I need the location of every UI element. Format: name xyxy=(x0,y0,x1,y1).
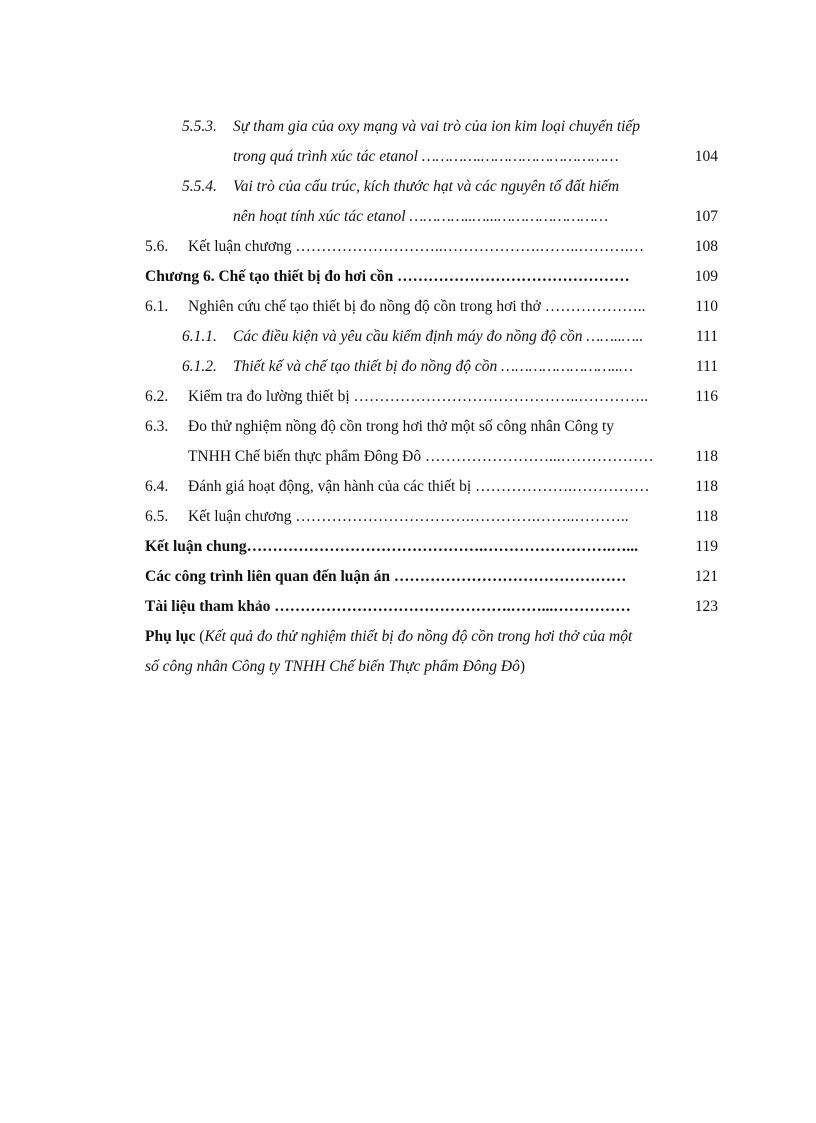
toc-entry-number: 6.2. xyxy=(145,388,169,405)
toc-entry-6-1-1[interactable] xyxy=(145,322,718,352)
toc-entry-references[interactable] xyxy=(145,592,718,622)
toc-entry-title: Đánh giá hoạt động, vận hành của các thiết bị ……………….…………… xyxy=(188,478,650,495)
appendix-label: Phụ lục xyxy=(145,628,196,645)
toc-entry-title: Kết luận chương …………………………….………….……..……….. xyxy=(188,508,629,525)
toc-entry-page: 111 xyxy=(695,328,718,345)
toc-entry-title: Thiết kế và chế tạo thiết bị đo nồng độ cồn ……………………..… xyxy=(233,358,633,375)
toc-entry-page: 104 xyxy=(694,148,718,165)
toc-entry-title: Nghiên cứu chế tạo thiết bị đo nồng độ cồn trong hơi thở ……………….. xyxy=(188,298,646,315)
toc-entry-number: 6.5. xyxy=(145,508,169,525)
toc-entry-appendix[interactable] xyxy=(145,622,685,682)
toc-entry-title: Chương 6. Chế tạo thiết bị đo hơi cồn ……………………………………… xyxy=(145,268,630,285)
table-of-contents xyxy=(145,112,718,682)
toc-entry-number: 6.1. xyxy=(145,298,169,315)
toc-entry-title: Các công trình liên quan đến luận án ……………………………………… xyxy=(145,568,627,585)
appendix-close-paren: ) xyxy=(519,658,526,675)
toc-entry-page: 118 xyxy=(695,478,718,495)
toc-entry-page: 110 xyxy=(695,298,718,315)
toc-entry-5-5-4[interactable] xyxy=(145,172,718,202)
toc-entry-title: Các điều kiện và yêu cầu kiểm định máy đo nồng độ cồn ……..….. xyxy=(233,328,644,345)
toc-entry-6-1-2[interactable] xyxy=(145,352,718,382)
toc-entry-5-5-4-cont[interactable] xyxy=(145,202,718,232)
toc-entry-6-5[interactable] xyxy=(145,502,718,532)
toc-entry-title: Kết luận chung……………………………………….…………………….…... xyxy=(145,538,639,555)
toc-entry-conclusion[interactable] xyxy=(145,532,718,562)
toc-entry-number: 5.5.4. xyxy=(182,178,217,195)
toc-entry-chapter-6[interactable] xyxy=(145,262,718,292)
toc-entry-title: TNHH Chế biến thực phẩm Đông Đô ……………………...……………… xyxy=(188,448,654,465)
appendix-open-paren: ( xyxy=(195,628,205,645)
toc-entry-page: 109 xyxy=(694,268,718,285)
toc-entry-number: 6.1.1. xyxy=(182,328,217,345)
toc-entry-number: 6.3. xyxy=(145,418,169,435)
toc-entry-page: 107 xyxy=(694,208,718,225)
toc-entry-title: nên hoạt tính xúc tác etanol …………..…...…………………… xyxy=(233,208,609,225)
toc-entry-6-3-cont[interactable] xyxy=(145,442,718,472)
toc-entry-title: Vai trò của cấu trúc, kích thước hạt và các nguyên tố đất hiếm xyxy=(233,178,620,195)
toc-entry-6-1[interactable] xyxy=(145,292,718,322)
toc-entry-page: 121 xyxy=(694,568,718,585)
toc-entry-number: 6.4. xyxy=(145,478,169,495)
toc-entry-5-5-3-cont[interactable] xyxy=(145,142,718,172)
toc-entry-title: trong quá trình xúc tác etanol ………….………………………… xyxy=(233,148,619,165)
toc-entry-5-5-3[interactable] xyxy=(145,112,718,142)
toc-entry-publications[interactable] xyxy=(145,562,718,592)
toc-entry-page: 118 xyxy=(695,508,718,525)
toc-entry-page: 123 xyxy=(694,598,718,615)
toc-entry-page: 111 xyxy=(695,358,718,375)
toc-entry-page: 116 xyxy=(695,388,718,405)
toc-entry-number: 5.6. xyxy=(145,238,169,255)
toc-entry-page: 118 xyxy=(695,448,718,465)
toc-entry-title: Kết luận chương ………………………..……………….……..……….… xyxy=(188,238,645,255)
toc-entry-5-6[interactable] xyxy=(145,232,718,262)
toc-entry-page: 108 xyxy=(694,238,718,255)
toc-entry-6-3[interactable] xyxy=(145,412,718,442)
appendix-detail-line2: số công nhân Công ty TNHH Chế biến Thực phẩm Đông Đô xyxy=(145,658,520,675)
toc-entry-page: 119 xyxy=(695,538,718,555)
toc-entry-number: 5.5.3. xyxy=(182,118,217,135)
toc-entry-6-4[interactable] xyxy=(145,472,718,502)
toc-entry-number: 6.1.2. xyxy=(182,358,217,375)
toc-entry-title: Đo thử nghiệm nồng độ cồn trong hơi thở một số công nhân Công ty xyxy=(188,418,615,435)
toc-entry-title: Sự tham gia của oxy mạng và vai trò của ion kim loại chuyển tiếp xyxy=(233,118,641,135)
toc-entry-title: Kiểm tra đo lường thiết bị ……………………………………..………….. xyxy=(188,388,649,405)
toc-entry-6-2[interactable] xyxy=(145,382,718,412)
appendix-detail-line1: Kết quả đo thử nghiệm thiết bị đo nồng độ cồn trong hơi thở của một xyxy=(204,628,633,645)
toc-entry-title: Tài liệu tham khảo ……………………………………….……...…………… xyxy=(145,598,631,615)
